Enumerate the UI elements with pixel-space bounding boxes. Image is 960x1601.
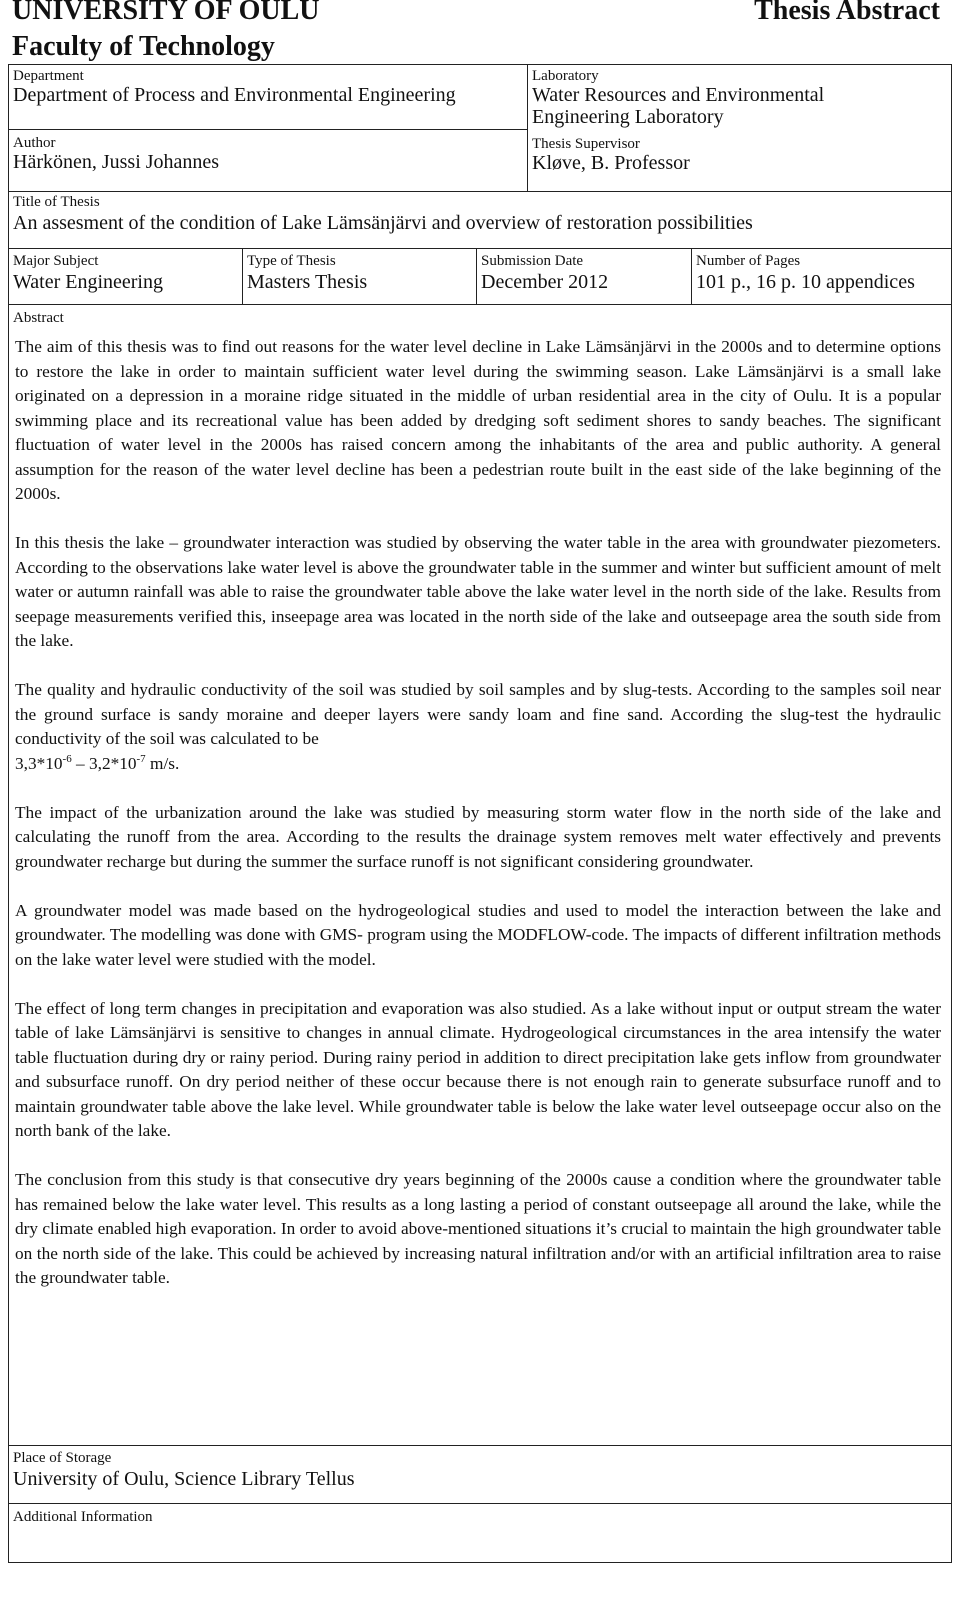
date-label: Submission Date bbox=[481, 253, 584, 269]
abstract-paragraph-7: The conclusion from this study is that consecutive dry years beginning of the 2000s cause a condition where the groundwater table has remained below the lake water level. This results as a long lasting a period of constant outseepage all around the lake, while the dry climate enabled high evaporation. In order to avoid above-mentioned situations it’s crucial to maintain the high groundwater table on the north side of the lake. This could be achieved by increasing natural infiltration and/or with an artificial infiltration area to raise the groundwater table. bbox=[15, 1170, 941, 1287]
author-cell bbox=[13, 135, 219, 173]
row-divider bbox=[9, 129, 527, 130]
additional-info-label: Additional Information bbox=[13, 1509, 153, 1525]
column-divider bbox=[527, 65, 528, 191]
type-value: Masters Thesis bbox=[247, 271, 368, 293]
conductivity-base-1: 3,3*10 bbox=[15, 753, 63, 773]
additional-info-block bbox=[8, 1503, 952, 1563]
author-value: Härkönen, Jussi Johannes bbox=[13, 151, 220, 173]
subject-divider-2 bbox=[476, 249, 477, 304]
title-value: An assesment of the condition of Lake Lämsänjärvi and overview of restoration possibilities bbox=[13, 212, 753, 234]
conductivity-base-2: 3,2*10 bbox=[88, 753, 137, 773]
subject-block bbox=[8, 248, 952, 305]
supervisor-label: Thesis Supervisor bbox=[532, 136, 640, 152]
abstract-paragraph-2: In this thesis the lake – groundwater interaction was studied by observing the water table in the area with groundwater piezometers. According to the observations lake water level is above the groundwater table in the summer and winter but sufficient amount of melt water or autumn rainfall was able to raise the groundwater table above the lake water level in the north side of the lake. Results from seepage measurements verified this, inseepage area was located in the north side of the lake and outseepage area the south side from the lake. bbox=[15, 533, 941, 650]
document-header bbox=[8, 0, 952, 66]
abstract-paragraph-4: The impact of the urbanization around the lake was studied by measuring storm water flow in the north side of the lake and calculating the runoff from the area. According to the results the drainage system removes melt water effectively and prevents groundwater recharge but during the summer the surface runoff is not significant considering groundwater. bbox=[15, 802, 941, 871]
abstract-paragraph-5: A groundwater model was made based on the hydrogeological studies and used to model the interaction between the lake and groundwater. The modelling was done with GMS- program using the MODFLOW-code. The impacts of different infiltration methods on the lake water level were studied with the model. bbox=[15, 900, 941, 969]
title-cell bbox=[13, 194, 753, 234]
abstract-paragraph-6: The effect of long term changes in precipitation and evaporation was also studied. As a lake without input or output stream the water table of lake Lämsänjärvi is sensitive to changes in annual climate. Hydrogeological circumstances in the area intensify the water table fluctuation during dry or rainy period. During rainy period in addition to direct precipitation lake gets inflow from groundwater and subsurface runoff. On dry period neither of these occur because there is not enough rain to generate subsurface runoff and to maintain groundwater table above the lake level. While groundwater table is below the lake water level outseepage occur also on the north bank of the lake. bbox=[15, 998, 941, 1140]
laboratory-label: Laboratory bbox=[532, 68, 599, 84]
conductivity-unit: m/s. bbox=[145, 753, 180, 773]
conductivity-dash: – bbox=[71, 753, 89, 773]
date-value: December 2012 bbox=[481, 271, 609, 293]
subject-divider-1 bbox=[242, 249, 243, 304]
laboratory-value-line2: Engineering Laboratory bbox=[532, 106, 724, 128]
storage-value: University of Oulu, Science Library Tellus bbox=[13, 1468, 355, 1490]
author-label: Author bbox=[13, 135, 56, 151]
laboratory-value-line1: Water Resources and Environmental bbox=[532, 84, 825, 106]
major-cell bbox=[13, 253, 163, 293]
supervisor-cell bbox=[532, 136, 690, 174]
title-block bbox=[8, 191, 952, 249]
thesis-abstract-page bbox=[4, 0, 956, 1601]
type-label: Type of Thesis bbox=[247, 253, 336, 269]
major-value: Water Engineering bbox=[13, 271, 163, 293]
abstract-block bbox=[8, 304, 952, 1446]
storage-label: Place of Storage bbox=[13, 1450, 112, 1466]
storage-block bbox=[8, 1445, 952, 1504]
major-label: Major Subject bbox=[13, 253, 99, 269]
department-value: Department of Process and Environmental Engineering bbox=[13, 84, 456, 106]
conductivity-exponent-2: -7 bbox=[136, 752, 146, 765]
abstract-paragraph-1: The aim of this thesis was to find out reasons for the water level decline in Lake Lämsänjärvi in the 2000s and to determine options to restore the lake in order to maintain sufficient water level during the swimming season. Lake Lämsänjärvi is a small lake originated on a depression in a moraine ridge situated in the middle of urban residential area in the city of Oulu. It is a popular swimming place and its recreational value has been added by dredging soft sediment shores to sandy beaches. The significant fluctuation of water level in the 2000s has raised concern among the inhabitants of the area and public authority. A general assumption for the reason of the water level decline has been a pedestrian route built in the east side of the lake beginning of the 2000s. bbox=[15, 337, 941, 503]
department-cell bbox=[13, 68, 456, 106]
pages-label: Number of Pages bbox=[696, 253, 801, 269]
title-label: Title of Thesis bbox=[13, 194, 100, 210]
date-cell bbox=[481, 253, 608, 293]
abstract-label: Abstract bbox=[13, 310, 64, 326]
info-block bbox=[8, 64, 952, 192]
university-name: UNIVERSITY OF OULU bbox=[12, 0, 320, 26]
pages-value: 101 p., 16 p. 10 appendices bbox=[696, 271, 915, 293]
type-cell bbox=[247, 253, 367, 293]
faculty-name: Faculty of Technology bbox=[12, 31, 275, 62]
laboratory-cell bbox=[532, 68, 824, 128]
conductivity-exponent-1: -6 bbox=[62, 752, 72, 765]
abstract-text bbox=[15, 335, 941, 1315]
storage-cell bbox=[13, 1450, 354, 1490]
supervisor-value: Kløve, B. Professor bbox=[532, 152, 690, 174]
abstract-paragraph-3 bbox=[15, 678, 941, 776]
document-type: Thesis Abstract bbox=[754, 0, 940, 26]
abstract-paragraph-3-text: The quality and hydraulic conductivity of the soil was studied by soil samples and by slug-tests. According to the samples soil near the ground surface is sandy moraine and deeper layers were sandy loam and fine sand. According the slug-test the hydraulic conductivity of the soil was calculated to be bbox=[15, 680, 941, 748]
pages-cell bbox=[696, 253, 915, 293]
subject-divider-3 bbox=[691, 249, 692, 304]
department-label: Department bbox=[13, 68, 84, 84]
